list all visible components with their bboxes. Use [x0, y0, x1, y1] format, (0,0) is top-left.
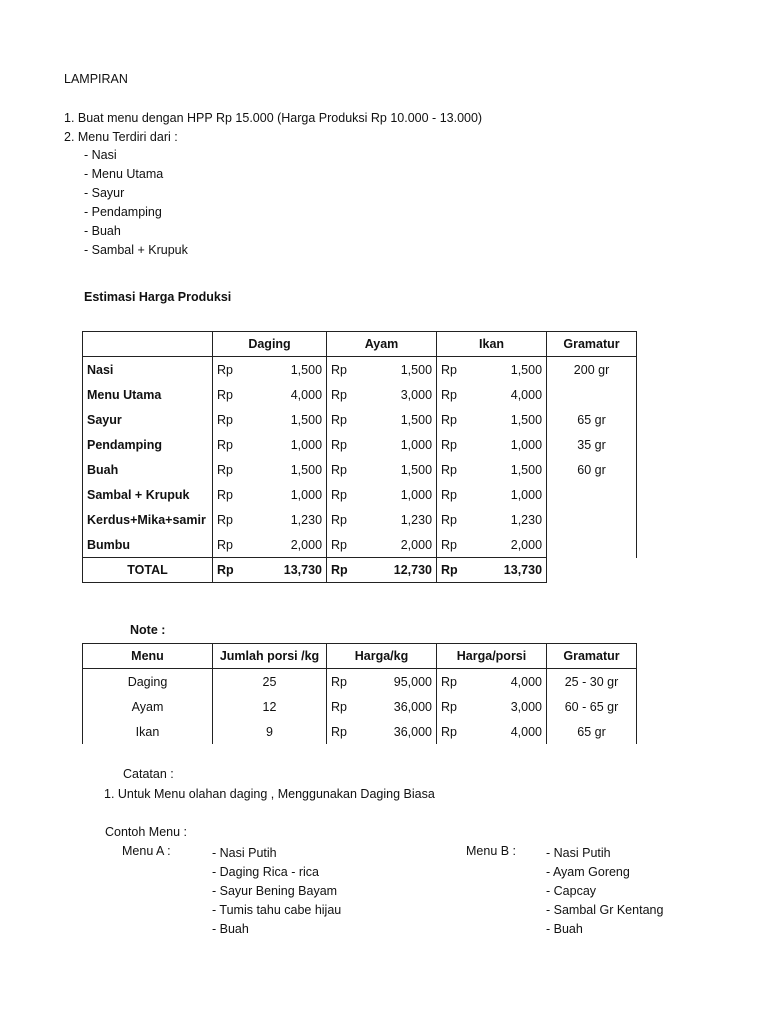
row-label: Pendamping — [83, 432, 213, 457]
porsi-cell: 9 — [213, 719, 327, 744]
header-daging: Daging — [213, 332, 327, 357]
contoh-menu-title: Contoh Menu : — [105, 825, 187, 839]
menu-cell: Daging — [83, 669, 213, 695]
component-list — [84, 146, 188, 260]
currency: Rp — [437, 382, 471, 407]
ikan-value: 1,000 — [471, 482, 547, 507]
estimation-header-row — [83, 332, 637, 357]
estimation-title: Estimasi Harga Produksi — [84, 290, 232, 304]
menu-a-list — [212, 844, 341, 939]
currency: Rp — [437, 357, 471, 383]
list-item: - Nasi Putih — [212, 846, 277, 860]
currency: Rp — [213, 558, 247, 583]
list-item: - Capcay — [546, 884, 597, 898]
ikan-value: 2,000 — [471, 532, 547, 558]
daging-value: 4,000 — [247, 382, 327, 407]
daging-value: 1,230 — [247, 507, 327, 532]
table-row — [83, 357, 637, 383]
estimation-table — [82, 331, 637, 583]
table-row — [83, 532, 637, 558]
currency: Rp — [327, 507, 361, 532]
currency: Rp — [327, 357, 361, 383]
gramatur-value — [547, 482, 637, 507]
total-ayam: 12,730 — [361, 558, 437, 583]
catatan-item: 1. Untuk Menu olahan daging , Menggunakan Daging Biasa — [104, 787, 435, 801]
ayam-value: 2,000 — [361, 532, 437, 558]
daging-value: 2,000 — [247, 532, 327, 558]
ayam-value: 1,230 — [361, 507, 437, 532]
menu-cell: Ikan — [83, 719, 213, 744]
currency: Rp — [327, 694, 361, 719]
porsi-cell: 12 — [213, 694, 327, 719]
currency: Rp — [327, 457, 361, 482]
row-label: Sayur — [83, 407, 213, 432]
header-gramatur: Gramatur — [547, 332, 637, 357]
ikan-value: 1,500 — [471, 407, 547, 432]
component-item: - Menu Utama — [84, 167, 164, 181]
currency: Rp — [437, 558, 471, 583]
gramatur-cell: 60 - 65 gr — [547, 694, 637, 719]
total-ikan: 13,730 — [471, 558, 547, 583]
currency: Rp — [437, 507, 471, 532]
currency: Rp — [327, 382, 361, 407]
gramatur-cell: 65 gr — [547, 719, 637, 744]
porsi-cell: 25 — [213, 669, 327, 695]
daging-value: 1,500 — [247, 357, 327, 383]
ayam-value: 1,000 — [361, 482, 437, 507]
currency: Rp — [327, 558, 361, 583]
list-item: - Buah — [546, 922, 583, 936]
header-porsi: Jumlah porsi /kg — [213, 644, 327, 669]
empty-cell — [547, 558, 637, 583]
menu-a-label: Menu A : — [122, 844, 171, 858]
harga-kg-cell: 95,000 — [361, 669, 437, 695]
currency: Rp — [437, 669, 471, 695]
currency: Rp — [327, 432, 361, 457]
currency: Rp — [213, 382, 247, 407]
table-row — [83, 719, 637, 744]
list-item: - Ayam Goreng — [546, 865, 630, 879]
list-item: - Tumis tahu cabe hijau — [212, 903, 342, 917]
currency: Rp — [437, 457, 471, 482]
ayam-value: 1,500 — [361, 357, 437, 383]
currency: Rp — [327, 407, 361, 432]
gramatur-value — [547, 382, 637, 407]
currency: Rp — [437, 694, 471, 719]
header-ikan: Ikan — [437, 332, 547, 357]
list-item: - Buah — [212, 922, 249, 936]
row-label: Nasi — [83, 357, 213, 383]
currency: Rp — [437, 432, 471, 457]
currency: Rp — [437, 407, 471, 432]
gramatur-value — [547, 532, 637, 558]
currency: Rp — [327, 532, 361, 558]
currency: Rp — [437, 532, 471, 558]
header-harga-kg: Harga/kg — [327, 644, 437, 669]
gramatur-value — [547, 507, 637, 532]
ayam-value: 1,000 — [361, 432, 437, 457]
gramatur-value: 200 gr — [547, 357, 637, 383]
table-row — [83, 432, 637, 457]
table-row — [83, 482, 637, 507]
currency: Rp — [213, 482, 247, 507]
ikan-value: 1,230 — [471, 507, 547, 532]
row-label: Menu Utama — [83, 382, 213, 407]
row-label: Buah — [83, 457, 213, 482]
menu-cell: Ayam — [83, 694, 213, 719]
ayam-value: 3,000 — [361, 382, 437, 407]
list-item: - Sambal Gr Kentang — [546, 903, 664, 917]
currency: Rp — [437, 719, 471, 744]
component-item: - Nasi — [84, 148, 117, 162]
currency: Rp — [327, 719, 361, 744]
harga-kg-cell: 36,000 — [361, 694, 437, 719]
currency: Rp — [327, 482, 361, 507]
daging-value: 1,000 — [247, 432, 327, 457]
table-row — [83, 669, 637, 695]
gramatur-value: 65 gr — [547, 407, 637, 432]
ikan-value: 1,500 — [471, 457, 547, 482]
instruction-1: 1. Buat menu dengan HPP Rp 15.000 (Harga Produksi Rp 10.000 - 13.000) — [64, 111, 483, 125]
daging-value: 1,000 — [247, 482, 327, 507]
header-gramatur: Gramatur — [547, 644, 637, 669]
harga-porsi-cell: 4,000 — [471, 669, 547, 695]
ayam-value: 1,500 — [361, 457, 437, 482]
table-row — [83, 407, 637, 432]
header-ayam: Ayam — [327, 332, 437, 357]
component-item: - Pendamping — [84, 205, 162, 219]
catatan-title: Catatan : — [123, 767, 174, 781]
table-row — [83, 694, 637, 719]
row-label: Sambal + Krupuk — [83, 482, 213, 507]
harga-kg-cell: 36,000 — [361, 719, 437, 744]
header-harga-porsi: Harga/porsi — [437, 644, 547, 669]
daging-value: 1,500 — [247, 407, 327, 432]
currency: Rp — [213, 532, 247, 558]
gramatur-value: 35 gr — [547, 432, 637, 457]
component-item: - Sambal + Krupuk — [84, 243, 188, 257]
menu-b-list — [546, 844, 663, 939]
ikan-value: 1,000 — [471, 432, 547, 457]
currency: Rp — [213, 507, 247, 532]
row-label: Kerdus+Mika+samir — [83, 507, 213, 532]
menu-b-label: Menu B : — [466, 844, 517, 858]
gramatur-value: 60 gr — [547, 457, 637, 482]
currency: Rp — [437, 482, 471, 507]
note-table — [82, 643, 637, 744]
row-label: Bumbu — [83, 532, 213, 558]
note-header-row — [83, 644, 637, 669]
list-item: - Daging Rica - rica — [212, 865, 319, 879]
currency: Rp — [213, 432, 247, 457]
list-item: - Sayur Bening Bayam — [212, 884, 338, 898]
gramatur-cell: 25 - 30 gr — [547, 669, 637, 695]
instruction-2: 2. Menu Terdiri dari : — [64, 130, 178, 144]
harga-porsi-cell: 3,000 — [471, 694, 547, 719]
total-label: TOTAL — [83, 558, 213, 583]
currency: Rp — [327, 669, 361, 695]
component-item: - Buah — [84, 224, 121, 238]
total-row — [83, 558, 637, 583]
daging-value: 1,500 — [247, 457, 327, 482]
table-row — [83, 457, 637, 482]
ayam-value: 1,500 — [361, 407, 437, 432]
total-daging: 13,730 — [247, 558, 327, 583]
page-heading: LAMPIRAN — [64, 72, 128, 86]
note-title: Note : — [130, 623, 166, 637]
table-row — [83, 382, 637, 407]
currency: Rp — [213, 407, 247, 432]
header-blank — [83, 332, 213, 357]
component-item: - Sayur — [84, 186, 125, 200]
table-row — [83, 507, 637, 532]
currency: Rp — [213, 457, 247, 482]
ikan-value: 4,000 — [471, 382, 547, 407]
ikan-value: 1,500 — [471, 357, 547, 383]
list-item: - Nasi Putih — [546, 846, 611, 860]
header-menu: Menu — [83, 644, 213, 669]
harga-porsi-cell: 4,000 — [471, 719, 547, 744]
currency: Rp — [213, 357, 247, 383]
